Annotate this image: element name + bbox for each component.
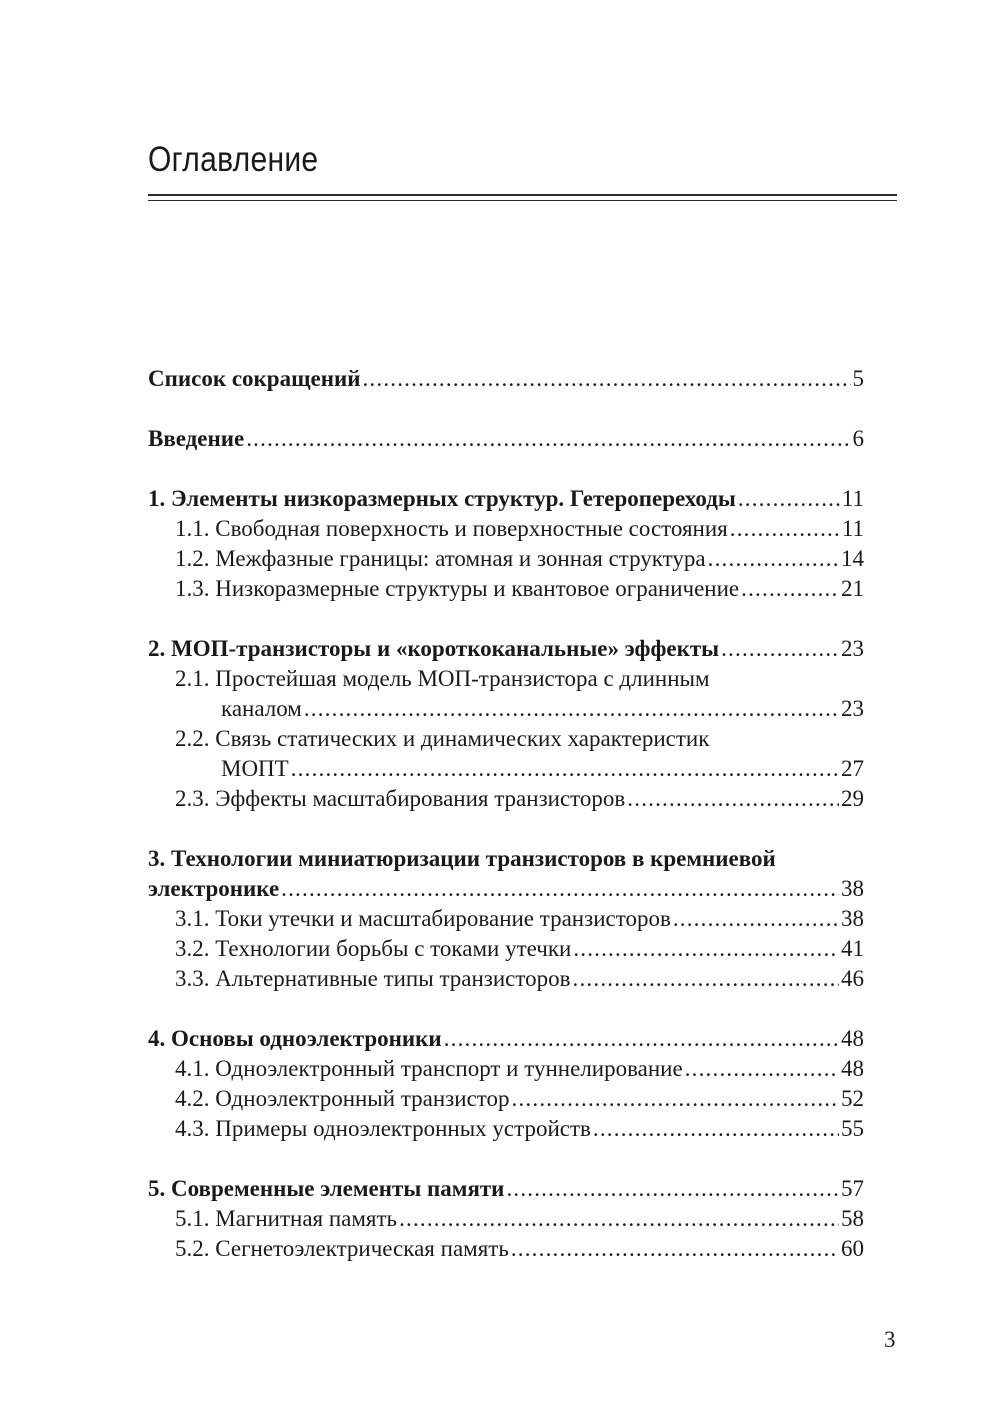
toc-dot-leader	[721, 634, 839, 664]
page-number: 3	[884, 1327, 896, 1352]
toc-entry[interactable]	[148, 1084, 864, 1114]
toc-entry[interactable]	[148, 424, 864, 454]
title-rule-thin	[148, 200, 897, 201]
toc-entry-page: 38	[841, 906, 864, 931]
toc-dot-leader	[511, 1234, 839, 1264]
toc-entry[interactable]	[148, 1204, 864, 1234]
toc-entry[interactable]	[148, 1234, 864, 1264]
toc-entry[interactable]	[148, 904, 864, 934]
toc-entry-page: 23	[841, 696, 864, 721]
toc-dot-leader	[281, 874, 839, 904]
toc-dot-leader	[593, 1114, 839, 1144]
toc-entry-title: 3. Технологии миниатюризации транзисторов в кремниевой	[148, 846, 776, 871]
toc-entry[interactable]	[148, 364, 864, 394]
toc-dot-leader	[506, 1174, 839, 1204]
toc-dot-leader	[573, 934, 839, 964]
toc-entry-page: 21	[841, 576, 864, 601]
toc-entry[interactable]	[148, 844, 864, 874]
toc-entry[interactable]	[148, 724, 864, 754]
toc-entry-title: 5.1. Магнитная память	[175, 1206, 398, 1231]
toc-entry-title: 4. Основы одноэлектроники	[148, 1026, 442, 1051]
toc-entry-page: 29	[841, 786, 864, 811]
toc-dot-leader	[708, 544, 839, 574]
toc-entry-title: Список сокращений	[148, 366, 361, 391]
toc-entry-title: 3.1. Токи утечки и масштабирование транзисторов	[175, 906, 671, 931]
toc-entry-title: МОПТ	[221, 756, 289, 781]
toc-dot-leader	[246, 424, 850, 454]
toc-entry-title: каналом	[221, 696, 302, 721]
toc-entry-page: 48	[841, 1026, 864, 1051]
toc-dot-leader	[304, 694, 839, 724]
toc-entry-page: 60	[841, 1236, 864, 1261]
toc-entry-title: 4.2. Одноэлектронный транзистор	[175, 1086, 510, 1111]
toc-entry[interactable]	[148, 544, 864, 574]
toc-entry[interactable]	[148, 634, 864, 664]
toc-entry[interactable]	[148, 784, 864, 814]
toc-dot-leader	[573, 964, 839, 994]
toc-entry-title: 3.3. Альтернативные типы транзисторов	[175, 966, 571, 991]
toc-entry-title: электронике	[148, 876, 280, 901]
toc-dot-leader	[399, 1204, 839, 1234]
toc-entry-page: 41	[841, 936, 864, 961]
toc-entry[interactable]	[148, 694, 864, 724]
toc-entry-page: 11	[841, 516, 864, 541]
toc-entry-page: 11	[841, 486, 864, 511]
toc-entry-title: 5.2. Сегнетоэлектрическая память	[175, 1236, 509, 1261]
toc-entry[interactable]	[148, 1114, 864, 1144]
toc-entry-title: 2.3. Эффекты масштабирования транзисторов	[175, 786, 626, 811]
toc-entry-page: 48	[841, 1056, 864, 1081]
table-of-contents	[148, 364, 864, 1264]
toc-entry-title: Введение	[148, 426, 245, 451]
toc-entry[interactable]	[148, 754, 864, 784]
toc-entry-page: 38	[841, 876, 864, 901]
toc-entry-title: 1.2. Межфазные границы: атомная и зонная структура	[175, 546, 706, 571]
toc-dot-leader	[362, 364, 850, 394]
toc-entry-title: 4.1. Одноэлектронный транспорт и туннелирование	[175, 1056, 683, 1081]
toc-entry-page: 58	[841, 1206, 864, 1231]
toc-dot-leader	[512, 1084, 839, 1114]
toc-entry-title: 2.1. Простейшая модель МОП-транзистора с длинным	[175, 666, 710, 691]
title-rule-thick	[148, 194, 897, 196]
toc-dot-leader	[291, 754, 839, 784]
toc-entry[interactable]	[148, 574, 864, 604]
toc-entry[interactable]	[148, 1174, 864, 1204]
toc-entry[interactable]	[148, 1054, 864, 1084]
toc-entry-title: 3.2. Технологии борьбы с токами утечки	[175, 936, 572, 961]
toc-entry[interactable]	[148, 964, 864, 994]
toc-entry-page: 46	[841, 966, 864, 991]
page-title: Оглавление	[148, 140, 319, 179]
toc-entry-page: 57	[841, 1176, 864, 1201]
toc-entry[interactable]	[148, 484, 864, 514]
toc-entry-title: 1. Элементы низкоразмерных структур. Гетеропереходы	[148, 486, 736, 511]
toc-entry-page: 6	[852, 426, 864, 451]
toc-entry-page: 52	[841, 1086, 864, 1111]
toc-entry-page: 14	[841, 546, 864, 571]
toc-dot-leader	[444, 1024, 839, 1054]
toc-dot-leader	[627, 784, 839, 814]
toc-entry-title: 5. Современные элементы памяти	[148, 1176, 505, 1201]
toc-entry-title: 1.3. Низкоразмерные структуры и квантовое ограничение	[175, 576, 740, 601]
toc-entry-page: 5	[852, 366, 864, 391]
toc-entry[interactable]	[148, 934, 864, 964]
toc-entry[interactable]	[148, 664, 864, 694]
toc-entry-page: 55	[841, 1116, 864, 1141]
toc-entry[interactable]	[148, 1024, 864, 1054]
toc-dot-leader	[730, 514, 840, 544]
toc-entry-title: 2.2. Связь статических и динамических характеристик	[175, 726, 710, 751]
toc-dot-leader	[673, 904, 839, 934]
toc-dot-leader	[685, 1054, 839, 1084]
toc-entry-title: 4.3. Примеры одноэлектронных устройств	[175, 1116, 591, 1141]
toc-entry[interactable]	[148, 874, 864, 904]
toc-entry-title: 1.1. Свободная поверхность и поверхностные состояния	[175, 516, 728, 541]
toc-entry[interactable]	[148, 514, 864, 544]
toc-dot-leader	[738, 484, 840, 514]
toc-entry-title: 2. МОП-транзисторы и «короткоканальные» эффекты	[148, 636, 720, 661]
toc-entry-page: 23	[841, 636, 864, 661]
toc-entry-page: 27	[841, 756, 864, 781]
toc-dot-leader	[741, 574, 839, 604]
